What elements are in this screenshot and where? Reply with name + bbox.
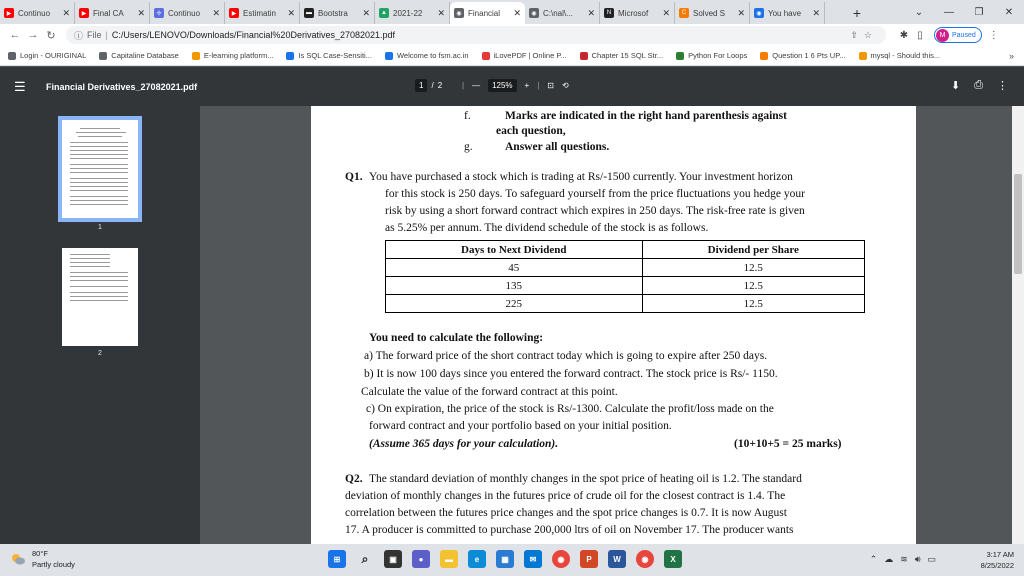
browser-tab[interactable]	[75, 2, 150, 24]
assume-note: (Assume 365 days for your calculation).	[369, 438, 559, 450]
page-separator: /	[431, 81, 434, 90]
page-indicator	[415, 79, 442, 92]
extensions-icon[interactable]: ✱	[899, 29, 909, 41]
q1-label: Q1.	[345, 171, 363, 183]
table-cell: 12.5	[642, 277, 864, 295]
tab-favicon-icon: ▬	[306, 10, 312, 16]
tab-label: Estimatin	[243, 8, 276, 18]
bookmarks-bar	[0, 46, 1024, 66]
bookmark-favicon-icon	[859, 52, 867, 60]
browser-tab[interactable]	[150, 2, 225, 24]
tab-favicon-icon: ▶	[229, 8, 239, 18]
current-page-input[interactable]: 1	[415, 79, 427, 92]
thumbnail-text-line	[70, 200, 128, 201]
tab-close-icon[interactable]: ✕	[662, 7, 670, 18]
calc-line: forward contract and your portfolio based on your initial position.	[369, 420, 672, 432]
thumbnail-text-line	[70, 168, 128, 169]
toolbar-divider: |	[462, 81, 465, 90]
tab-favicon-icon: ◉	[529, 8, 539, 18]
browser-tab[interactable]	[750, 2, 825, 24]
browser-tab[interactable]	[300, 2, 375, 24]
zoom-controls	[462, 79, 569, 92]
vertical-scrollbar[interactable]	[1012, 106, 1024, 544]
task-view-icon[interactable]: ▣	[384, 550, 402, 568]
thumbnail-text-line	[70, 142, 128, 143]
back-icon[interactable]: ←	[9, 29, 21, 41]
q1-line: as 5.25% per annum. The dividend schedule of the stock is as follows.	[385, 222, 709, 234]
bookmark-favicon-icon	[580, 52, 588, 60]
tab-label: 2021-22	[393, 8, 423, 18]
tab-search-icon[interactable]: ⌄	[914, 6, 924, 18]
thumbnail-text-line	[70, 190, 128, 191]
browser-tab[interactable]	[375, 2, 450, 24]
tab-label: You have	[768, 8, 802, 18]
profile-button[interactable]	[934, 27, 982, 43]
bookmark-label: mysql - Should this...	[870, 51, 941, 60]
thumbnail-text-line	[70, 164, 128, 165]
bookmark-item[interactable]	[859, 51, 941, 60]
rotate-icon[interactable]: ⟲	[562, 81, 569, 90]
address-url[interactable]: C:/Users/LENOVO/Downloads/Financial%20Derivatives_27082021.pdf	[111, 30, 396, 40]
thumbnail-text-line	[70, 258, 110, 259]
system-clock[interactable]	[981, 549, 1014, 571]
tab-close-icon[interactable]: ✕	[587, 7, 595, 18]
search-icon[interactable]: ⌕	[361, 551, 369, 566]
bookmark-item[interactable]	[580, 51, 663, 60]
q1-line: for this stock is 250 days. To safeguard yourself from the price fluctuations you hedge your	[385, 188, 805, 200]
restore-icon[interactable]: ❐	[974, 6, 984, 18]
tab-favicon-icon: ▶	[4, 8, 14, 18]
bookmark-label: Chapter 15 SQL Str...	[591, 51, 664, 60]
bookmark-favicon-icon	[99, 52, 107, 60]
bookmark-label: Login - OURIGINAL	[20, 51, 87, 60]
table-cell: 45	[386, 259, 643, 277]
zoom-in-button[interactable]: +	[524, 81, 530, 90]
excel-icon[interactable]: X	[664, 550, 682, 568]
chevron-up-icon[interactable]: ⌃	[869, 554, 878, 564]
scrollbar-thumb[interactable]	[1014, 174, 1022, 274]
tab-label: Bootstra	[318, 8, 348, 18]
volume-icon[interactable]: 🔊︎	[914, 554, 921, 564]
thumbnail-pane	[0, 106, 200, 544]
tab-close-icon[interactable]: ✕	[812, 7, 820, 18]
thumbnail-text-line	[70, 262, 110, 263]
word-icon[interactable]: W	[608, 550, 626, 568]
teams-chat-icon[interactable]: ●	[412, 550, 430, 568]
bookmark-item[interactable]	[385, 51, 469, 60]
new-tab-button[interactable]: +	[852, 5, 862, 21]
tab-label: C:\nal\...	[543, 8, 573, 18]
browser-tab[interactable]	[225, 2, 300, 24]
instruction-g: Answer all questions.	[505, 141, 610, 153]
pdf-toolbar	[0, 67, 1024, 106]
thumbnail-text-line	[70, 204, 128, 205]
calc-line: c) On expiration, the price of the stock is Rs/-1300. Calculate the profit/loss made on the	[366, 403, 774, 415]
table-header: Days to Next Dividend	[386, 241, 643, 259]
table-row	[386, 295, 865, 313]
share-bookmark-icons[interactable]: ⇧☆	[850, 29, 878, 40]
bookmark-favicon-icon	[676, 52, 684, 60]
thumbnail-text-line	[80, 128, 120, 129]
address-protocol: File	[87, 30, 102, 40]
address-separator: |	[105, 30, 108, 40]
mail-icon[interactable]: ✉	[524, 550, 542, 568]
instruction-f: Marks are indicated in the right hand parenthesis against	[505, 110, 787, 122]
tab-label: Financial	[468, 8, 501, 18]
thumbnail-text-line	[78, 136, 122, 137]
thumbnail-text-line	[70, 178, 128, 179]
weather-widget[interactable]	[10, 548, 75, 570]
calc-line: a) The forward price of the short contract today which is going to expire after 250 days.	[364, 350, 768, 362]
thumbnail-text-line	[70, 172, 128, 173]
thumbnail-text-line	[70, 300, 128, 301]
pdf-more-icon[interactable]: ⋮	[997, 80, 1008, 92]
tab-close-icon[interactable]: ✕	[62, 7, 70, 18]
wifi-icon[interactable]: ≋	[900, 554, 908, 564]
bookmark-label: Welcome to fsm.ac.in	[396, 51, 469, 60]
tab-favicon-icon: ✢	[154, 8, 164, 18]
bookmark-label: Question 1 6 Pts UP...	[772, 51, 846, 60]
tab-favicon-icon: ◉	[754, 8, 764, 18]
total-pages: 2	[437, 81, 443, 90]
thumbnail-text-line	[70, 186, 128, 187]
cloud-icon[interactable]: ☁	[884, 554, 894, 564]
browser-tab[interactable]	[525, 2, 600, 24]
zoom-out-button[interactable]: —	[472, 81, 481, 90]
clock-date: 8/25/2022	[980, 561, 1014, 570]
bookmark-label: E-learning platform...	[203, 51, 274, 60]
toolbar-divider: |	[537, 81, 540, 90]
thumbnail-label-2: 2	[98, 350, 102, 357]
tab-favicon-icon: ▶	[79, 8, 89, 18]
tab-favicon-icon: ◉	[454, 8, 464, 18]
tab-label: Microsof	[618, 8, 649, 18]
file-explorer-icon[interactable]: ▬	[440, 550, 458, 568]
list-marker-g: g.	[464, 141, 473, 153]
table-cell: 135	[386, 277, 643, 295]
bookmark-favicon-icon	[286, 52, 294, 60]
table-header: Dividend per Share	[642, 241, 864, 259]
q2-line: correlation between the futures price changes and the spot price changes is 0.7. It is now August	[345, 507, 787, 519]
profile-status: Paused	[952, 31, 976, 39]
chrome-icon[interactable]: ◉	[552, 550, 570, 568]
bookmark-favicon-icon	[482, 52, 490, 60]
bookmark-item[interactable]	[192, 51, 274, 60]
tab-close-icon[interactable]: ✕	[137, 7, 145, 18]
pdf-menu-icon[interactable]: ☰	[14, 78, 26, 94]
reload-icon[interactable]: ↻	[46, 29, 56, 42]
thumbnail-text-line	[70, 286, 128, 287]
table-cell: 12.5	[642, 259, 864, 277]
q2-line: The standard deviation of monthly changes in the spot price of heating oil is 1.2. The standard	[369, 473, 802, 485]
tab-favicon-icon: N	[604, 8, 614, 18]
bookmark-favicon-icon	[760, 52, 768, 60]
bookmark-label: iLovePDF | Online P...	[493, 51, 567, 60]
bookmark-item[interactable]	[676, 51, 747, 60]
browser-tab[interactable]	[0, 2, 75, 24]
minimize-icon[interactable]: —	[944, 6, 954, 18]
marks-note: (10+10+5 = 25 marks)	[734, 438, 842, 450]
instruction-f-cont: each question,	[496, 125, 566, 137]
table-cell: 12.5	[642, 295, 864, 313]
tab-label: Final CA	[93, 8, 124, 18]
q2-label: Q2.	[345, 473, 363, 485]
browser-tab[interactable]	[675, 2, 750, 24]
table-header-row	[386, 241, 865, 259]
pdf-viewport[interactable]	[200, 106, 1012, 544]
thumbnail-text-line	[70, 254, 110, 255]
weather-condition: Partly cloudy	[32, 560, 75, 569]
q1-line: risk by using a short forward contract which expires in 250 days. The risk-free rate is given	[385, 205, 805, 217]
avatar: M	[936, 29, 949, 42]
calc-line: b) It is now 100 days since you entered the forward contract. The stock price is Rs/- 1150.	[364, 368, 778, 380]
thumbnail-text-line	[70, 154, 128, 155]
side-panel-icon[interactable]: ▯	[917, 29, 923, 41]
bookmark-favicon-icon	[8, 52, 16, 60]
tab-close-icon[interactable]: ✕	[437, 7, 445, 18]
clock-time: 3:17 AM	[986, 550, 1014, 559]
thumbnail-text-line	[70, 272, 128, 273]
download-icon[interactable]: ⬇	[950, 80, 961, 92]
dividend-table	[385, 240, 865, 313]
q2-line: 17. A producer is committed to purchase 200,000 ltrs of oil on November 17. The producer wants	[345, 524, 794, 536]
info-icon[interactable]: ⓘ	[74, 30, 84, 41]
table-row	[386, 277, 865, 295]
battery-icon[interactable]: ▭	[927, 554, 936, 564]
zoom-input[interactable]: 125%	[488, 79, 516, 92]
table-row	[386, 259, 865, 277]
list-marker-f: f.	[464, 110, 471, 122]
print-icon[interactable]: ⎙	[974, 79, 983, 91]
tab-close-icon[interactable]: ✕	[362, 7, 370, 18]
tab-label: Continuo	[168, 8, 201, 18]
thumbnail-text-line	[70, 146, 128, 147]
browser-toolbar	[0, 24, 1024, 46]
tab-label: Continuo	[18, 8, 51, 18]
thumbnail-text-line	[70, 266, 110, 267]
chrome-profile-icon[interactable]: ◉	[636, 550, 654, 568]
calc-line: Calculate the value of the forward contract at this point.	[361, 386, 618, 398]
calc-heading: You need to calculate the following:	[369, 332, 544, 344]
forward-icon[interactable]: →	[27, 29, 39, 41]
bookmark-favicon-icon	[192, 52, 200, 60]
bookmarks-more-icon[interactable]: »	[1008, 50, 1014, 61]
q2-line: deviation of monthly changes in the futures price of crude oil for the closest contract is 1.4. The	[345, 490, 786, 502]
thumbnail-text-line	[70, 280, 128, 281]
window-close-icon[interactable]: ✕	[1004, 6, 1014, 18]
browser-tab[interactable]	[450, 2, 525, 24]
bookmark-label: Python For Loops	[688, 51, 748, 60]
thumbnail-text-line	[70, 158, 128, 159]
page-thumbnail-1[interactable]	[62, 120, 138, 218]
powerpoint-icon[interactable]: P	[580, 550, 598, 568]
thumbnail-text-line	[70, 182, 128, 183]
thumbnail-text-line	[70, 296, 128, 297]
browser-tab[interactable]	[600, 2, 675, 24]
tab-close-icon[interactable]: ✕	[287, 7, 295, 18]
tab-label: Solved S	[693, 8, 726, 18]
store-icon[interactable]: ▦	[496, 550, 514, 568]
thumbnail-text-line	[76, 132, 126, 133]
bookmark-favicon-icon	[385, 52, 393, 60]
thumbnail-text-line	[70, 150, 128, 151]
tab-close-icon[interactable]: ✕	[737, 7, 745, 18]
bookmark-item[interactable]	[99, 51, 179, 60]
taskbar	[0, 544, 1024, 576]
bookmark-item[interactable]	[286, 51, 372, 60]
tab-close-icon[interactable]: ✕	[513, 7, 521, 18]
table-cell: 225	[386, 295, 643, 313]
pdf-title: Financial Derivatives_27082021.pdf	[46, 81, 198, 92]
page-thumbnail-2[interactable]	[62, 248, 138, 346]
thumbnail-text-line	[70, 292, 128, 293]
bookmark-label: Is SQL Case-Sensiti...	[298, 51, 372, 60]
bookmark-item[interactable]	[760, 51, 845, 60]
thumbnail-text-line	[70, 276, 128, 277]
address-bar[interactable]	[66, 26, 886, 44]
pdf-page	[311, 106, 916, 544]
q1-line: You have purchased a stock which is trading at Rs/-1500 currently. Your investment horizon	[369, 171, 793, 183]
bookmark-item[interactable]	[482, 51, 567, 60]
tab-favicon-icon: C	[679, 8, 689, 18]
system-tray	[870, 554, 936, 565]
start-icon[interactable]: ⊞	[328, 550, 346, 568]
thumbnail-label-1: 1	[98, 224, 102, 231]
thumbnail-text-line	[70, 196, 128, 197]
fit-page-icon[interactable]: ⊡	[547, 81, 554, 90]
tab-close-icon[interactable]: ✕	[212, 7, 220, 18]
tab-strip	[0, 0, 1024, 24]
tab-favicon-icon: ▲	[379, 8, 389, 18]
taskbar-apps	[328, 550, 682, 568]
partly-cloudy-icon	[10, 552, 26, 566]
edge-icon[interactable]: e	[468, 550, 486, 568]
bookmark-label: Capitaline Database	[111, 51, 179, 60]
browser-menu-icon[interactable]: ⋮	[988, 29, 999, 41]
weather-temperature: 80°F	[32, 549, 48, 558]
bookmark-item[interactable]	[8, 51, 86, 60]
